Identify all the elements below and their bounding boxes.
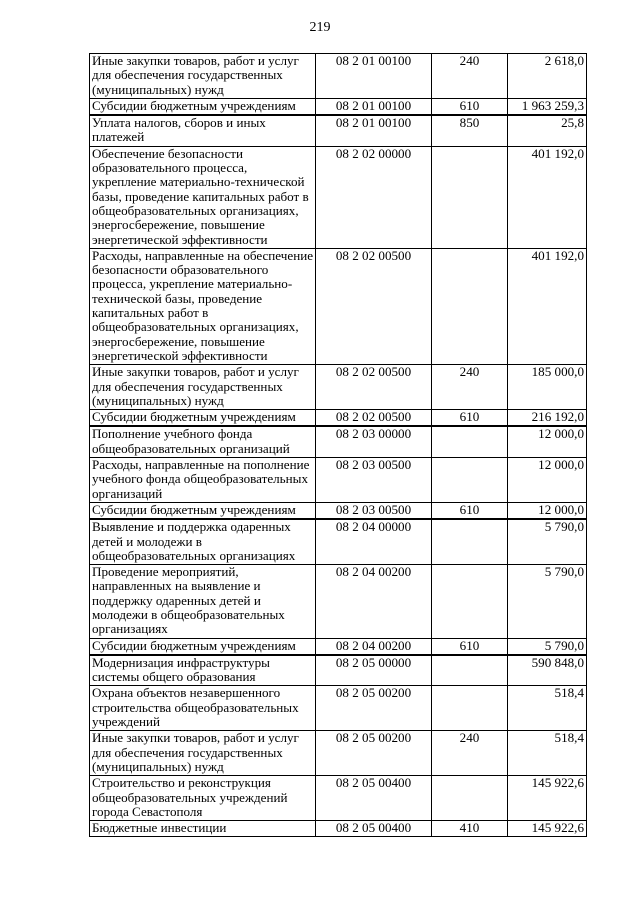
row-type-cell: 610 (432, 410, 508, 427)
row-code-cell: 08 2 04 00000 (316, 519, 432, 564)
row-amount-cell: 401 192,0 (508, 146, 587, 248)
row-amount-cell: 401 192,0 (508, 248, 587, 364)
table-row (90, 519, 587, 564)
table-row (90, 365, 587, 410)
row-code-cell: 08 2 05 00400 (316, 776, 432, 821)
table-row (90, 776, 587, 821)
row-type-cell (432, 146, 508, 248)
row-name-cell: Субсидии бюджетным учреждениям (90, 410, 316, 427)
row-amount-cell: 5 790,0 (508, 565, 587, 638)
budget-table (89, 53, 587, 837)
row-amount-cell: 518,4 (508, 731, 587, 776)
row-type-cell (432, 426, 508, 457)
table-row (90, 54, 587, 99)
row-name-cell: Строительство и реконструкция общеобразовательных учреждений города Севастополя (90, 776, 316, 821)
row-amount-cell: 5 790,0 (508, 638, 587, 655)
row-name-cell: Субсидии бюджетным учреждениям (90, 638, 316, 655)
budget-table-body (90, 54, 587, 837)
row-code-cell: 08 2 01 00100 (316, 115, 432, 146)
row-type-cell: 610 (432, 638, 508, 655)
row-code-cell: 08 2 03 00500 (316, 458, 432, 503)
row-code-cell: 08 2 03 00500 (316, 502, 432, 519)
row-code-cell: 08 2 05 00000 (316, 655, 432, 686)
table-row (90, 502, 587, 519)
table-row (90, 426, 587, 457)
row-code-cell: 08 2 05 00200 (316, 686, 432, 731)
row-code-cell: 08 2 05 00200 (316, 731, 432, 776)
row-name-cell: Охрана объектов незавершенного строительства общеобразовательных учреждений (90, 686, 316, 731)
row-name-cell: Иные закупки товаров, работ и услуг для обеспечения государственных (муниципальных) нужд (90, 54, 316, 99)
row-code-cell: 08 2 05 00400 (316, 821, 432, 837)
table-row (90, 565, 587, 638)
page-number: 219 (309, 20, 331, 35)
row-amount-cell: 5 790,0 (508, 519, 587, 564)
table-row (90, 731, 587, 776)
row-name-cell: Расходы, направленные на пополнение учебного фонда общеобразовательных организаций (90, 458, 316, 503)
row-amount-cell: 590 848,0 (508, 655, 587, 686)
row-type-cell (432, 519, 508, 564)
table-row (90, 410, 587, 427)
row-name-cell: Выявление и поддержка одаренных детей и молодежи в общеобразовательных организациях (90, 519, 316, 564)
row-amount-cell: 12 000,0 (508, 426, 587, 457)
table-row (90, 655, 587, 686)
row-type-cell: 240 (432, 54, 508, 99)
row-amount-cell: 145 922,6 (508, 776, 587, 821)
row-name-cell: Иные закупки товаров, работ и услуг для обеспечения государственных (муниципальных) нужд (90, 731, 316, 776)
table-row (90, 146, 587, 248)
row-amount-cell: 216 192,0 (508, 410, 587, 427)
table-row (90, 98, 587, 115)
row-type-cell (432, 458, 508, 503)
row-name-cell: Модернизация инфраструктуры системы общего образования (90, 655, 316, 686)
row-amount-cell: 2 618,0 (508, 54, 587, 99)
row-name-cell: Расходы, направленные на обеспечение безопасности образовательного процесса, укрепление материально-технической базы, проведение капитальных работ в общеобразовательных организациях, энергосбережение, повышение энергетической эффективности (90, 248, 316, 364)
row-name-cell: Бюджетные инвестиции (90, 821, 316, 837)
row-type-cell: 240 (432, 365, 508, 410)
row-name-cell: Субсидии бюджетным учреждениям (90, 98, 316, 115)
row-code-cell: 08 2 04 00200 (316, 565, 432, 638)
table-row (90, 821, 587, 837)
row-code-cell: 08 2 01 00100 (316, 54, 432, 99)
row-type-cell (432, 248, 508, 364)
row-amount-cell: 12 000,0 (508, 502, 587, 519)
row-amount-cell: 25,8 (508, 115, 587, 146)
table-row (90, 248, 587, 364)
row-type-cell: 850 (432, 115, 508, 146)
row-type-cell (432, 776, 508, 821)
row-amount-cell: 145 922,6 (508, 821, 587, 837)
row-name-cell: Уплата налогов, сборов и иных платежей (90, 115, 316, 146)
table-row (90, 686, 587, 731)
row-code-cell: 08 2 01 00100 (316, 98, 432, 115)
table-row (90, 458, 587, 503)
row-amount-cell: 185 000,0 (508, 365, 587, 410)
row-code-cell: 08 2 02 00000 (316, 146, 432, 248)
row-amount-cell: 518,4 (508, 686, 587, 731)
row-code-cell: 08 2 03 00000 (316, 426, 432, 457)
row-name-cell: Иные закупки товаров, работ и услуг для обеспечения государственных (муниципальных) нужд (90, 365, 316, 410)
row-type-cell: 610 (432, 502, 508, 519)
row-name-cell: Пополнение учебного фонда общеобразовательных организаций (90, 426, 316, 457)
row-code-cell: 08 2 02 00500 (316, 365, 432, 410)
row-type-cell: 410 (432, 821, 508, 837)
row-code-cell: 08 2 02 00500 (316, 410, 432, 427)
row-type-cell (432, 655, 508, 686)
table-row (90, 638, 587, 655)
row-code-cell: 08 2 02 00500 (316, 248, 432, 364)
row-type-cell (432, 686, 508, 731)
table-row (90, 115, 587, 146)
row-name-cell: Субсидии бюджетным учреждениям (90, 502, 316, 519)
row-amount-cell: 12 000,0 (508, 458, 587, 503)
row-code-cell: 08 2 04 00200 (316, 638, 432, 655)
row-type-cell: 610 (432, 98, 508, 115)
row-name-cell: Обеспечение безопасности образовательного процесса, укрепление материально-технической базы, проведение капитальных работ в общеобразовательных организациях, энергосбережение, повышение энергетической эффективности (90, 146, 316, 248)
row-amount-cell: 1 963 259,3 (508, 98, 587, 115)
row-type-cell: 240 (432, 731, 508, 776)
row-name-cell: Проведение мероприятий, направленных на выявление и поддержку одаренных детей и молодежи в общеобразовательных организациях (90, 565, 316, 638)
row-type-cell (432, 565, 508, 638)
